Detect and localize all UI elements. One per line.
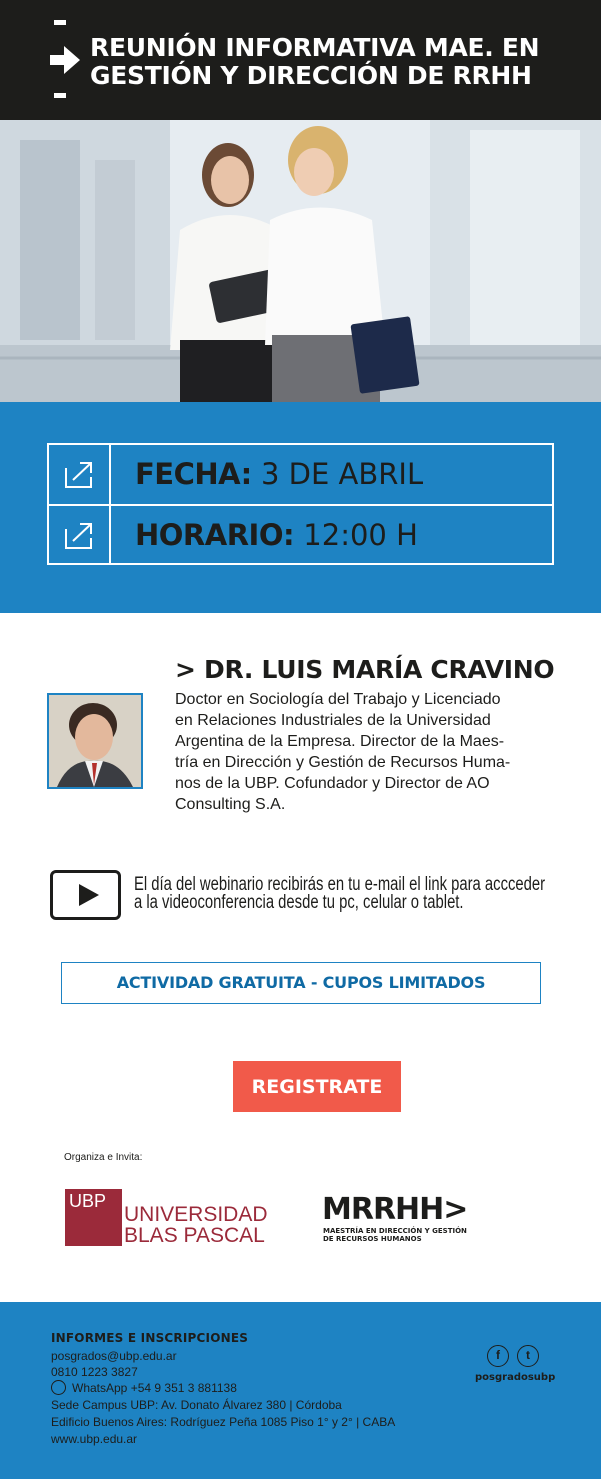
event-date-row (49, 445, 552, 504)
facebook-icon[interactable]: f (487, 1345, 509, 1367)
title-line-2: GESTIÓN Y DIRECCIÓN DE RRHH (90, 61, 532, 90)
play-icon (50, 870, 121, 920)
mrrhh-logo[interactable] (322, 1193, 512, 1249)
organiza-label: Organiza e Invita: (64, 1152, 143, 1163)
social-handle: posgradosubp (475, 1372, 556, 1383)
mrrhh-logo-subtitle (323, 1227, 467, 1243)
footer-whatsapp[interactable]: WhatsApp +54 9 351 3 881138 (72, 1381, 237, 1395)
footer-sede-cordoba: Sede Campus UBP: Av. Donato Álvarez 380 | Córdoba (51, 1398, 342, 1412)
social-links (487, 1345, 547, 1367)
time-label: HORARIO: (135, 518, 295, 552)
ubp-logo-line-1: UNIVERSIDAD (124, 1203, 268, 1226)
footer-email[interactable]: posgrados@ubp.edu.ar (51, 1349, 177, 1363)
footer-phone[interactable]: 0810 1223 3827 (51, 1365, 138, 1379)
register-button[interactable]: REGISTRATE (233, 1061, 401, 1112)
event-time (135, 518, 418, 552)
footer (0, 1302, 601, 1479)
speaker-bio (175, 689, 553, 815)
bio-line: Consulting S.A. (175, 796, 286, 813)
ubp-logo-abbr: UBP (69, 1191, 107, 1211)
time-value: 12:00 H (294, 518, 418, 552)
mrrhh-sub-line-2: DE RECURSOS HUMANOS (323, 1235, 422, 1243)
arrow-out-square-icon (63, 460, 95, 490)
speaker-avatar (47, 693, 143, 789)
hero-photo (0, 120, 601, 402)
event-date (135, 457, 423, 491)
date-label: FECHA: (135, 457, 252, 491)
free-activity-text: ACTIVIDAD GRATUITA - CUPOS LIMITADOS (116, 973, 486, 992)
webinar-note (134, 874, 546, 913)
arrow-right-icon (48, 42, 82, 78)
header-banner (0, 0, 601, 120)
ubp-logo-box (65, 1189, 122, 1246)
hero-illustration (0, 120, 601, 402)
title-line-1: REUNIÓN INFORMATIVA MAE. EN (90, 33, 540, 62)
event-info-box (47, 443, 554, 565)
webinar-line-1: El día del webinario recibirás en tu e-mail el link para accceder (134, 874, 546, 895)
ubp-logo-line-2: BLAS PASCAL (124, 1224, 265, 1247)
bio-line: tría en Dirección y Gestión de Recursos Huma- (175, 754, 511, 771)
speaker-name: > DR. LUIS MARÍA CRAVINO (175, 655, 555, 684)
footer-title: INFORMES E INSCRIPCIONES (51, 1331, 249, 1345)
bio-line: en Relaciones Industriales de la Universidad (175, 712, 491, 729)
footer-sede-caba: Edificio Buenos Aires: Rodríguez Peña 1085 Piso 1° y 2° | CABA (51, 1415, 396, 1429)
ubp-logo[interactable] (65, 1189, 268, 1249)
arrow-out-square-icon (63, 521, 95, 551)
speaker-portrait (49, 695, 141, 787)
date-value: 3 DE ABRIL (251, 457, 424, 491)
header-dash-top (54, 20, 66, 25)
bio-line: nos de la UBP. Cofundador y Director de AO (175, 775, 490, 792)
bio-line: Doctor en Sociología del Trabajo y Licenciado (175, 691, 501, 708)
bio-line: Argentina de la Empresa. Director de la Maes- (175, 733, 505, 750)
free-activity-banner (61, 962, 541, 1004)
event-time-row (49, 506, 552, 565)
whatsapp-icon (51, 1380, 66, 1395)
twitter-icon[interactable]: t (517, 1345, 539, 1367)
footer-web[interactable]: www.ubp.edu.ar (51, 1432, 138, 1446)
mrrhh-logo-mark: MRRHH> (322, 1192, 468, 1227)
page-title (90, 34, 590, 90)
header-dash-bottom (54, 93, 66, 98)
play-triangle (79, 884, 99, 906)
mrrhh-sub-line-1: MAESTRÍA EN DIRECCIÓN Y GESTIÓN (323, 1227, 467, 1235)
webinar-line-2: a la videoconferencia desde tu pc, celular o tablet. (134, 892, 464, 913)
